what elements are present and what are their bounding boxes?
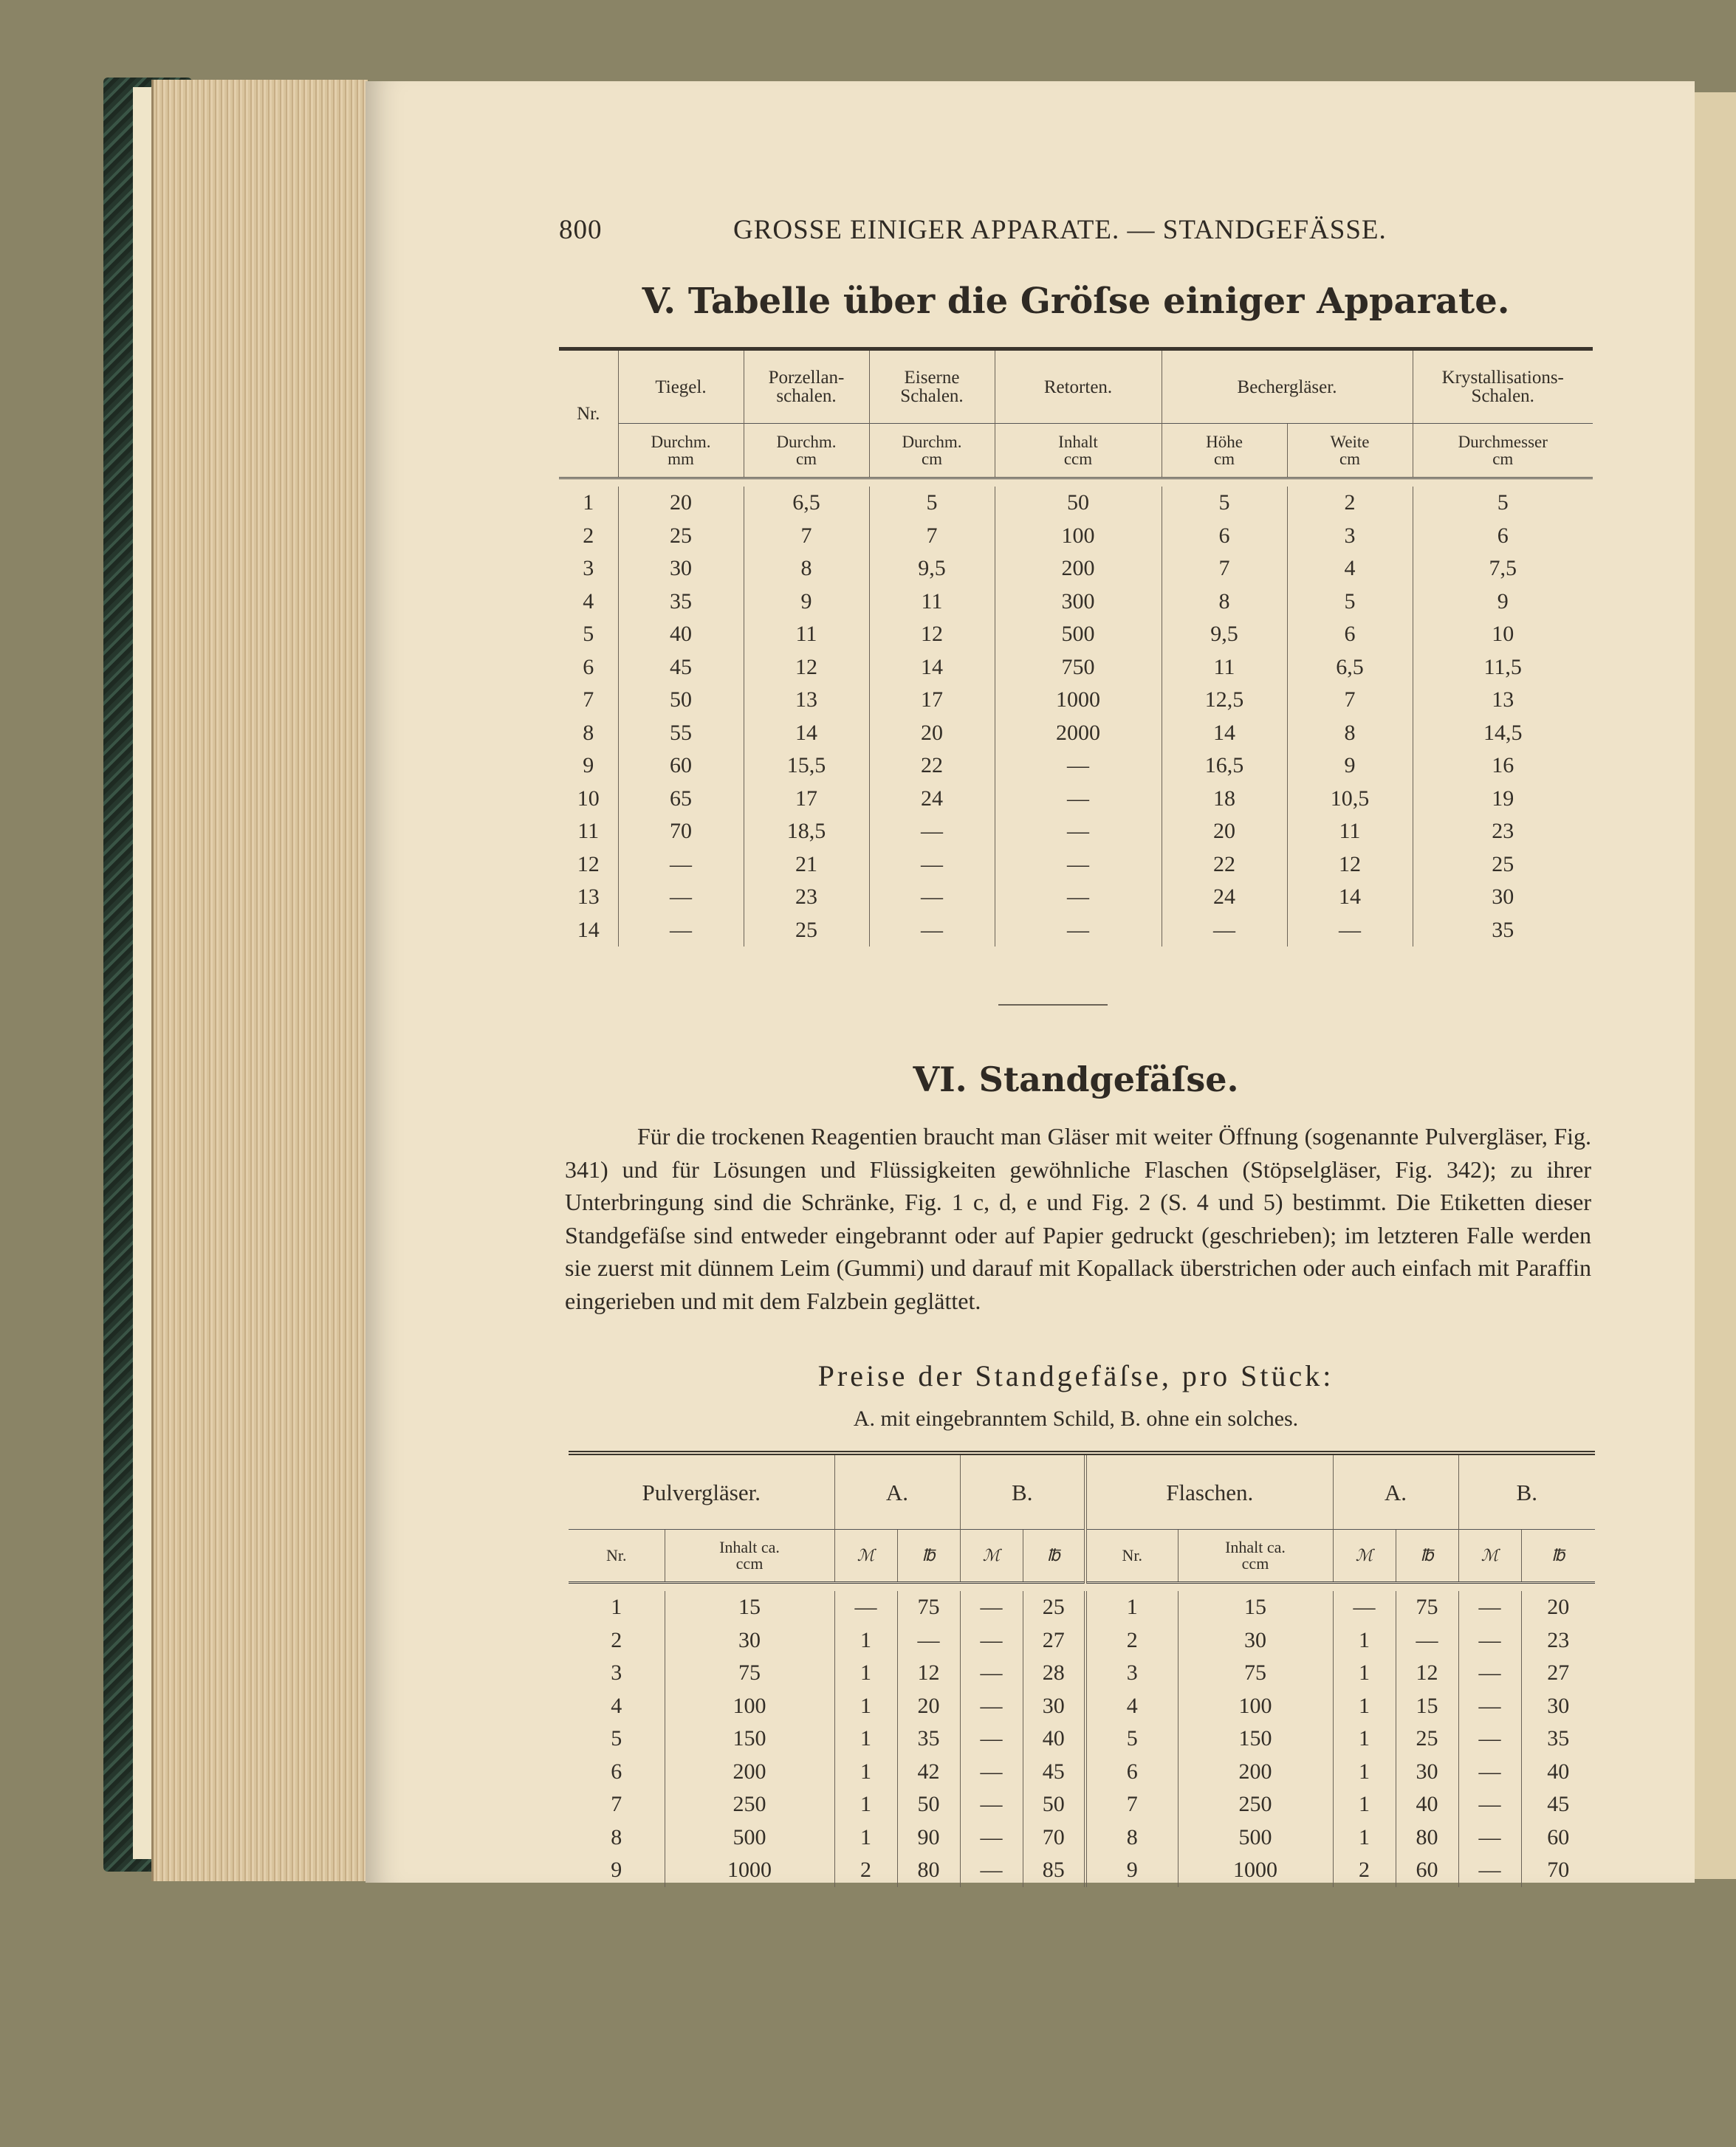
table-cell: —: [897, 1624, 960, 1658]
table-cell: 80: [1396, 1821, 1458, 1855]
running-head: [559, 214, 1430, 251]
table-cell: 22: [1162, 848, 1287, 882]
header-pfennig: ℔: [1023, 1530, 1085, 1583]
table-cell: 200: [1178, 1756, 1333, 1789]
header-krystall: Krystallisations- Schalen.: [1413, 349, 1593, 424]
table-cell: 9,5: [869, 552, 995, 585]
header-tiegel: Tiegel.: [618, 349, 744, 424]
header-pfennig: ℔: [897, 1530, 960, 1583]
table-cell: 12: [744, 651, 869, 684]
prices-subtitle: A. mit eingebranntem Schild, B. ohne ein solches.: [853, 1406, 1299, 1431]
table-cell: 35: [1413, 914, 1593, 947]
table-cell: 45: [1521, 1788, 1595, 1821]
table-cell: 9: [1085, 1854, 1178, 1887]
table-cell: 2: [1333, 1854, 1396, 1887]
table-cell: 20: [1521, 1591, 1595, 1624]
table-cell: —: [1162, 914, 1287, 947]
table-cell: 27: [1521, 1657, 1595, 1690]
header-nr: Nr.: [559, 349, 618, 478]
table-cell: —: [995, 815, 1162, 848]
table-cell: 4: [1287, 552, 1413, 585]
table-row: [569, 1788, 1595, 1821]
table-cell: 5: [1162, 487, 1287, 520]
paragraph-text: Für die trockenen Reagentien braucht man Gläser mit weiter Öffnung (sogenannte Pulvergläser, Fig. 341) und für Lösungen und Flüssigkeiten gewöhnliche Flaschen (Stöpselgläser, Fig. 342); zu ihrer Unterbringung sind die Schränke, Fig. 1 c, d, e und Fig. 2 (S. 4 und 5) bestimmt. Die Etiketten dieser Standgefäſse sind entweder eingebrannt oder auf Papier gedruckt (geschrieben); im letzteren Falle werden sie zuerst mit dünnem Leim (Gummi) und darauf mit Kopallack überstrichen oder auch einfach mit Paraffin eingerieben und mit dem Falzbein geglättet.: [565, 1123, 1591, 1314]
table-cell: 14: [1287, 881, 1413, 914]
table-cell: 500: [665, 1821, 834, 1855]
section6-title: VI. Standgefäſse.: [913, 1059, 1239, 1099]
table-cell: 35: [1521, 1722, 1595, 1756]
table-cell: 40: [1396, 1788, 1458, 1821]
table-cell: 14: [1162, 717, 1287, 750]
table-cell: 50: [995, 487, 1162, 520]
table-cell: 25: [744, 914, 869, 947]
prices-table: [569, 1451, 1595, 1887]
table-cell: 500: [995, 618, 1162, 651]
unit-weite: Weite cm: [1287, 424, 1413, 478]
table-cell: 200: [665, 1756, 834, 1789]
table-cell: 15: [1178, 1591, 1333, 1624]
table-cell: 70: [618, 815, 744, 848]
table-cell: 30: [1396, 1756, 1458, 1789]
table-cell: 5: [869, 487, 995, 520]
table-cell: 1000: [665, 1854, 834, 1887]
table-cell: 6: [1162, 520, 1287, 553]
table-cell: 5: [1413, 487, 1593, 520]
table-cell: 9: [611, 1858, 622, 1883]
header-b: B.: [960, 1453, 1085, 1530]
table-cell: 11: [869, 585, 995, 619]
table-cell: 1: [834, 1657, 897, 1690]
table-cell: —: [960, 1624, 1023, 1658]
header-inhalt: Inhalt ca. ccm: [1178, 1530, 1333, 1583]
header-mark: ℳ: [834, 1530, 897, 1583]
table-cell: 20: [1162, 815, 1287, 848]
table-row: [569, 1722, 1595, 1756]
table-cell: —: [995, 914, 1162, 947]
table-cell: —: [995, 881, 1162, 914]
header-porzellan: Porzellan- schalen.: [744, 349, 869, 424]
table-cell: 7: [869, 520, 995, 553]
table-cell: 12: [869, 618, 995, 651]
table-cell: 23: [1521, 1624, 1595, 1658]
table-cell: 5: [1287, 585, 1413, 619]
table-cell: 16: [1413, 749, 1593, 783]
unit-retorten: Inhalt ccm: [995, 424, 1162, 478]
table-cell: 6,5: [744, 487, 869, 520]
table-cell: 1: [1333, 1624, 1396, 1658]
table-cell: 60: [618, 749, 744, 783]
table-cell: —: [960, 1690, 1023, 1723]
table-cell: —: [869, 914, 995, 947]
header-pfennig: ℔: [1396, 1530, 1458, 1583]
unit-krystall: Durchmesser cm: [1413, 424, 1593, 478]
table-row: [559, 487, 1593, 520]
table-cell: 20: [618, 487, 744, 520]
header-nr: Nr.: [1085, 1530, 1178, 1583]
table-cell: —: [995, 848, 1162, 882]
table-cell: 2: [834, 1854, 897, 1887]
table-row: [569, 1657, 1595, 1690]
table-row: [569, 1821, 1595, 1855]
table-cell: —: [1458, 1624, 1521, 1658]
table-cell: 20: [869, 717, 995, 750]
table-cell: 18: [1162, 783, 1287, 816]
table-cell: 30: [618, 552, 744, 585]
table-cell: 9: [1413, 585, 1593, 619]
table-row: [569, 1624, 1595, 1658]
section5-title: V. Tabelle über die Gröſse einiger Apparate.: [642, 281, 1510, 322]
table-cell: 750: [995, 651, 1162, 684]
table-cell: 65: [618, 783, 744, 816]
table-row: [559, 585, 1593, 619]
header-pulvergläser: Pulvergläser.: [569, 1453, 834, 1530]
table-row: [569, 1756, 1595, 1789]
table-cell: —: [1458, 1591, 1521, 1624]
table-cell: 14: [744, 717, 869, 750]
table-cell: 25: [1396, 1722, 1458, 1756]
table-cell: 80: [897, 1854, 960, 1887]
table-cell: 15,5: [744, 749, 869, 783]
table-cell: 1: [1333, 1788, 1396, 1821]
table-cell: 1: [611, 1595, 622, 1620]
table-cell: 500: [1178, 1821, 1333, 1855]
table-cell: 5: [1085, 1722, 1178, 1756]
table-cell: —: [1287, 914, 1413, 947]
table-cell: —: [1458, 1821, 1521, 1855]
table-cell: —: [995, 749, 1162, 783]
table-cell: 85: [1023, 1854, 1085, 1887]
table-cell: 25: [618, 520, 744, 553]
table-cell: —: [1458, 1756, 1521, 1789]
table-cell: 8: [583, 720, 594, 745]
table-cell: 6: [611, 1759, 622, 1784]
table-cell: 50: [618, 684, 744, 717]
table-cell: 2: [611, 1627, 622, 1652]
header-b2: B.: [1458, 1453, 1595, 1530]
table-cell: 11: [577, 819, 600, 844]
page-edges: [151, 80, 368, 1881]
table-cell: 20: [897, 1690, 960, 1723]
table-cell: 1: [1333, 1690, 1396, 1723]
unit-eiserne: Durchm. cm: [869, 424, 995, 478]
header-flaschen: Flaschen.: [1085, 1453, 1333, 1530]
table-cell: —: [1458, 1788, 1521, 1821]
table-cell: 17: [744, 783, 869, 816]
table-cell: 1: [834, 1788, 897, 1821]
header-bechergläser: Bechergläser.: [1162, 349, 1413, 424]
table-cell: 50: [897, 1788, 960, 1821]
table-cell: 35: [897, 1722, 960, 1756]
table-cell: 15: [1396, 1690, 1458, 1723]
table-cell: —: [960, 1591, 1023, 1624]
table-cell: 30: [1178, 1624, 1333, 1658]
table-cell: 35: [618, 585, 744, 619]
table-cell: 14: [577, 917, 600, 942]
prices-title: Preise der Standgefäſse, pro Stück:: [817, 1359, 1334, 1392]
table-row: [559, 914, 1593, 947]
table-cell: 1: [1085, 1591, 1178, 1624]
table-cell: —: [869, 815, 995, 848]
table-cell: —: [869, 848, 995, 882]
table-cell: 8: [1287, 717, 1413, 750]
table-row: [559, 520, 1593, 553]
header-a2: A.: [1333, 1453, 1458, 1530]
table-cell: 1: [1333, 1722, 1396, 1756]
table-cell: 50: [1023, 1788, 1085, 1821]
table-cell: —: [995, 783, 1162, 816]
table-cell: 7: [611, 1792, 622, 1817]
table-cell: —: [618, 881, 744, 914]
table-cell: 40: [1023, 1722, 1085, 1756]
table-cell: 1: [834, 1722, 897, 1756]
table-cell: 70: [1521, 1854, 1595, 1887]
table-cell: 13: [577, 884, 600, 910]
header-mark: ℳ: [1333, 1530, 1396, 1583]
table-cell: —: [1458, 1690, 1521, 1723]
table-cell: 14: [869, 651, 995, 684]
header-mark: ℳ: [960, 1530, 1023, 1583]
section-divider: [998, 1004, 1108, 1006]
table-cell: 9: [744, 585, 869, 619]
table-cell: 60: [1396, 1854, 1458, 1887]
table-cell: 7: [583, 687, 594, 712]
table-cell: 10: [1413, 618, 1593, 651]
table-cell: 27: [1023, 1624, 1085, 1658]
table-cell: —: [960, 1854, 1023, 1887]
header-a: A.: [834, 1453, 960, 1530]
table-cell: 1: [834, 1821, 897, 1855]
table-cell: 5: [583, 622, 594, 647]
table-cell: 150: [1178, 1722, 1333, 1756]
apparatus-size-table: [559, 347, 1593, 947]
table-cell: 2: [1287, 487, 1413, 520]
table-cell: 22: [869, 749, 995, 783]
table-cell: —: [618, 848, 744, 882]
table-row: [569, 1591, 1595, 1624]
table-cell: —: [1396, 1624, 1458, 1658]
table-cell: 16,5: [1162, 749, 1287, 783]
table-cell: 12: [1287, 848, 1413, 882]
table-row: [559, 717, 1593, 750]
table-cell: 15: [665, 1591, 834, 1624]
table-cell: 70: [1023, 1821, 1085, 1855]
table-cell: 23: [744, 881, 869, 914]
table-cell: 7: [1287, 684, 1413, 717]
body-paragraph: [565, 1120, 1591, 1317]
table-cell: 8: [1085, 1821, 1178, 1855]
table-cell: 100: [995, 520, 1162, 553]
table-cell: 1: [583, 490, 594, 515]
table-row: [569, 1854, 1595, 1887]
table-cell: 11: [1287, 815, 1413, 848]
table-cell: 19: [1413, 783, 1593, 816]
running-head-text: GROSSE EINIGER APPARATE. — STANDGEFÄSSE.: [733, 215, 1387, 245]
table-cell: 12: [1396, 1657, 1458, 1690]
table-cell: 7,5: [1413, 552, 1593, 585]
table-cell: 23: [1413, 815, 1593, 848]
table-cell: 6: [583, 654, 594, 679]
table-cell: 25: [1023, 1591, 1085, 1624]
table-cell: 300: [995, 585, 1162, 619]
table-cell: 10: [577, 786, 600, 811]
unit-tiegel: Durchm. mm: [618, 424, 744, 478]
table-cell: 100: [665, 1690, 834, 1723]
table-cell: 8: [1162, 585, 1287, 619]
table-cell: 6: [1413, 520, 1593, 553]
table6-body: [569, 1591, 1595, 1887]
table-cell: 1000: [1178, 1854, 1333, 1887]
table-cell: 6,5: [1287, 651, 1413, 684]
table-cell: 55: [618, 717, 744, 750]
table5-body: [559, 487, 1593, 947]
table-cell: 1000: [995, 684, 1162, 717]
table-row: [559, 618, 1593, 651]
header-nr: Nr.: [569, 1530, 665, 1583]
table-cell: 13: [744, 684, 869, 717]
table-cell: 21: [744, 848, 869, 882]
table-cell: 150: [665, 1722, 834, 1756]
table-cell: 30: [1023, 1690, 1085, 1723]
table-cell: 2000: [995, 717, 1162, 750]
table-cell: 13: [1413, 684, 1593, 717]
table-cell: 24: [1162, 881, 1287, 914]
table-cell: 40: [1521, 1756, 1595, 1789]
table-cell: 1: [834, 1624, 897, 1658]
table-cell: 9: [583, 753, 594, 778]
table-cell: 17: [869, 684, 995, 717]
table-cell: —: [1458, 1854, 1521, 1887]
table-cell: 2: [1085, 1624, 1178, 1658]
header-retorten: Retorten.: [995, 349, 1162, 424]
table-cell: 28: [1023, 1657, 1085, 1690]
table-cell: —: [960, 1788, 1023, 1821]
table-cell: —: [869, 881, 995, 914]
table-cell: 3: [611, 1660, 622, 1686]
table-cell: 25: [1413, 848, 1593, 882]
table-cell: 12,5: [1162, 684, 1287, 717]
table-cell: 11,5: [1413, 651, 1593, 684]
unit-hoehe: Höhe cm: [1162, 424, 1287, 478]
table-cell: 250: [665, 1788, 834, 1821]
table-cell: 60: [1521, 1821, 1595, 1855]
table-cell: —: [960, 1821, 1023, 1855]
table-cell: 4: [611, 1693, 622, 1718]
table-cell: 7: [1162, 552, 1287, 585]
table-cell: 1: [1333, 1756, 1396, 1789]
table-cell: 1: [834, 1756, 897, 1789]
table-row: [559, 848, 1593, 882]
header-pfennig: ℔: [1521, 1530, 1595, 1583]
table-cell: 4: [583, 588, 594, 614]
table-cell: 14,5: [1413, 717, 1593, 750]
header-eiserne: Eiserne Schalen.: [869, 349, 995, 424]
table-cell: —: [1458, 1657, 1521, 1690]
table-cell: 30: [665, 1624, 834, 1658]
table-cell: 75: [665, 1657, 834, 1690]
table-cell: 75: [897, 1591, 960, 1624]
table-cell: 1: [1333, 1657, 1396, 1690]
table-cell: 18,5: [744, 815, 869, 848]
table-cell: 250: [1178, 1788, 1333, 1821]
table-row: [569, 1690, 1595, 1723]
table-cell: —: [834, 1591, 897, 1624]
table-cell: 12: [577, 851, 600, 876]
table-cell: 7: [744, 520, 869, 553]
table-cell: 3: [583, 556, 594, 581]
table-cell: 11: [744, 618, 869, 651]
table-cell: 5: [611, 1726, 622, 1751]
table-cell: 9: [1287, 749, 1413, 783]
table-row: [559, 783, 1593, 816]
table-cell: 3: [1287, 520, 1413, 553]
page-number: 800: [559, 215, 603, 245]
table-cell: 8: [611, 1824, 622, 1849]
table-cell: 8: [744, 552, 869, 585]
table-cell: —: [1333, 1591, 1396, 1624]
table-cell: —: [618, 914, 744, 947]
table-cell: —: [960, 1756, 1023, 1789]
table-cell: 6: [1085, 1756, 1178, 1789]
table-cell: —: [960, 1657, 1023, 1690]
table-cell: 40: [618, 618, 744, 651]
table-cell: 30: [1413, 881, 1593, 914]
table-cell: 24: [869, 783, 995, 816]
table-cell: 200: [995, 552, 1162, 585]
table-cell: 90: [897, 1821, 960, 1855]
table-cell: 30: [1521, 1690, 1595, 1723]
table-cell: 75: [1178, 1657, 1333, 1690]
table-cell: 42: [897, 1756, 960, 1789]
unit-porzellan: Durchm. cm: [744, 424, 869, 478]
table-cell: 75: [1396, 1591, 1458, 1624]
table-row: [559, 684, 1593, 717]
table-cell: 4: [1085, 1690, 1178, 1723]
table-cell: 100: [1178, 1690, 1333, 1723]
table-cell: 12: [897, 1657, 960, 1690]
table-row: [559, 881, 1593, 914]
table-row: [559, 552, 1593, 585]
table-cell: 45: [618, 651, 744, 684]
table-row: [559, 815, 1593, 848]
table-cell: 11: [1162, 651, 1287, 684]
table-row: [559, 749, 1593, 783]
table-cell: 1: [834, 1690, 897, 1723]
table-cell: 3: [1085, 1657, 1178, 1690]
table-cell: 6: [1287, 618, 1413, 651]
header-mark: ℳ: [1458, 1530, 1521, 1583]
table-row: [559, 651, 1593, 684]
table-cell: 7: [1085, 1788, 1178, 1821]
table-cell: —: [1458, 1722, 1521, 1756]
table-cell: 10,5: [1287, 783, 1413, 816]
table-cell: 9,5: [1162, 618, 1287, 651]
table-cell: 2: [583, 523, 594, 548]
table-cell: 45: [1023, 1756, 1085, 1789]
table-cell: —: [960, 1722, 1023, 1756]
table-cell: 1: [1333, 1821, 1396, 1855]
header-inhalt: Inhalt ca. ccm: [665, 1530, 834, 1583]
